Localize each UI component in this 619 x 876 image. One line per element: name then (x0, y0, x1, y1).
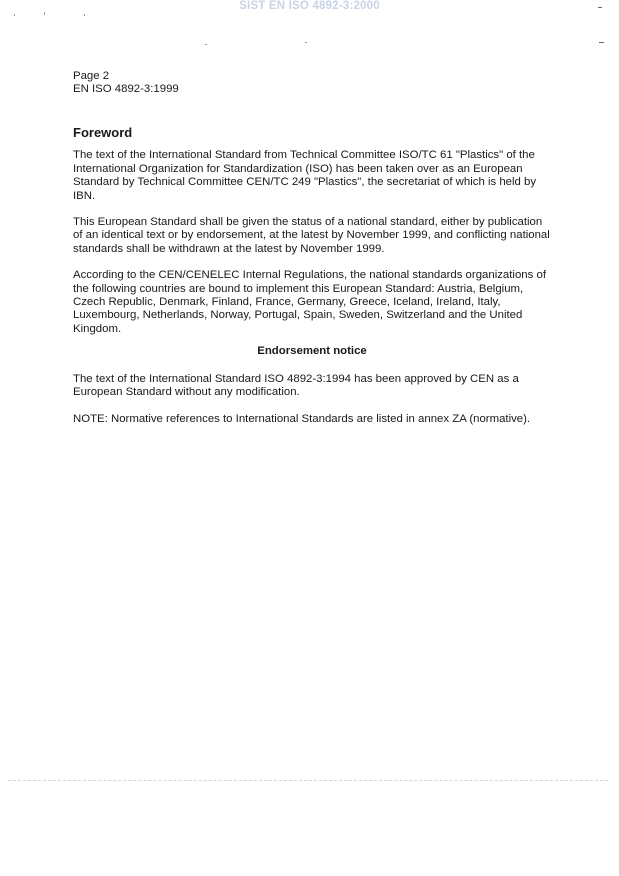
page-number: Page 2 (73, 70, 110, 82)
scan-speck (599, 42, 604, 43)
scan-speck (598, 7, 602, 8)
scan-speck (84, 14, 85, 16)
document-id: EN ISO 4892-3:1999 (73, 83, 179, 95)
scan-speck (205, 44, 207, 45)
foreword-paragraph: According to the CEN/CENELEC Internal Regulations, the national standards organizations of the following countries are bound to implement this European Standard: Austria, Belgium, Czech Republic, Denmark, Finland, France, Germany, Greece, Iceland, Ireland, Italy, Luxembourg, Netherlands, Norway, Portugal, Spain, Sweden, Switzerland and the United Kingdom. (73, 269, 546, 335)
scan-speck (44, 12, 45, 15)
foreword-paragraph: The text of the International Standard from Technical Committee ISO/TC 61 "Plastics" of the International Organization for Standardization (ISO) has been taken over as an European Standard by Technical Committee CEN/TC 249 "Plastics", the secretariat of which is held by IBN. (73, 149, 537, 202)
scan-speck (14, 14, 15, 16)
watermark: SIST EN ISO 4892-3:2000 (239, 0, 380, 12)
scan-speck (305, 42, 307, 43)
foreword-heading: Foreword (73, 125, 133, 140)
foreword-paragraph: This European Standard shall be given the status of a national standard, either by publication of an identical text or by endorsement, at the latest by November 1999, and conflicting national standards shall be withdrawn at the latest by November 1999. (73, 216, 550, 255)
page-header (73, 70, 179, 96)
endorsement-heading: Endorsement notice (257, 345, 367, 358)
note-paragraph: NOTE: Normative references to International Standards are listed in annex ZA (normative). (73, 412, 531, 425)
document-body (73, 126, 551, 439)
scan-line (8, 780, 608, 781)
endorsement-paragraph: The text of the International Standard ISO 4892-3:1994 has been approved by CEN as a European Standard without any modification. (73, 372, 519, 399)
